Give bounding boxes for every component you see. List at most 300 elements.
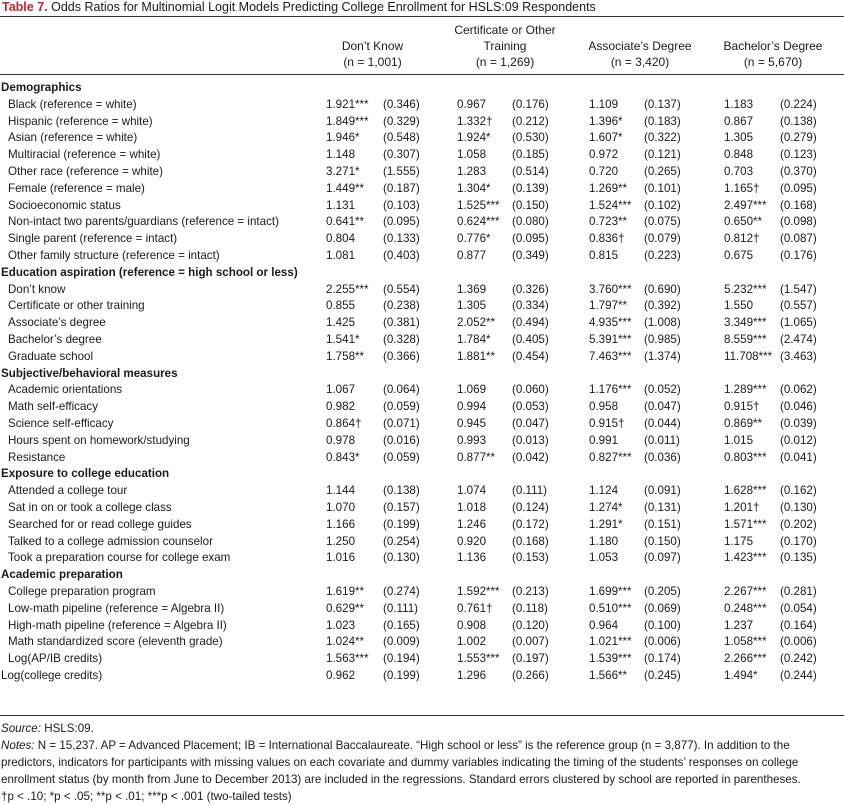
- std-error-cell: (0.405): [512, 333, 549, 346]
- odds-ratio-cell: 1.571***: [724, 517, 767, 531]
- std-error-cell: (0.176): [780, 249, 817, 262]
- std-error-cell: (0.162): [780, 484, 817, 498]
- col-header-n: (n = 5,670): [743, 55, 803, 69]
- std-error-cell: (0.557): [780, 299, 817, 313]
- std-error-cell: (0.120): [512, 618, 549, 632]
- std-error-cell: (0.530): [512, 131, 549, 145]
- odds-ratio-cell: 1.524***: [589, 198, 632, 212]
- odds-ratio-cell: 0.982: [326, 400, 356, 414]
- table-notes: [1, 720, 843, 805]
- odds-ratio-cell: 0.629**: [326, 601, 365, 615]
- std-error-cell: (0.138): [780, 114, 817, 128]
- std-error-cell: (0.265): [644, 165, 681, 178]
- col-header-dont-know: [315, 38, 430, 70]
- table-row: [0, 381, 844, 398]
- std-error-cell: (1.547): [780, 282, 817, 296]
- std-error-cell: (0.392): [644, 299, 681, 313]
- table-row: [0, 197, 844, 214]
- odds-ratio-cell: 1.304*: [457, 181, 491, 195]
- odds-ratio-cell: 0.812†: [724, 232, 760, 246]
- std-error-cell: (0.223): [644, 249, 681, 262]
- odds-ratio-cell: 1.148: [326, 148, 356, 162]
- odds-ratio-cell: 0.993: [457, 433, 487, 447]
- row-label: Took a preparation course for college exam: [8, 551, 231, 565]
- std-error-cell: (0.009): [383, 635, 420, 649]
- std-error-cell: (0.118): [512, 601, 548, 615]
- odds-ratio-cell: 1.592***: [457, 585, 500, 598]
- odds-ratio-cell: 3.760***: [589, 282, 632, 296]
- table-row: [0, 113, 844, 130]
- odds-ratio-cell: 1.124: [589, 484, 619, 498]
- section-title: Education aspiration (reference = high school or less): [1, 265, 298, 279]
- std-error-cell: (0.091): [644, 484, 681, 498]
- source-text: HSLS:09.: [40, 722, 94, 735]
- table-row: [0, 398, 844, 415]
- odds-ratio-cell: 2.267***: [724, 585, 767, 598]
- row-label: Asian (reference = white): [8, 131, 138, 145]
- std-error-cell: (0.254): [383, 534, 420, 548]
- std-error-cell: (0.242): [780, 652, 817, 666]
- odds-ratio-cell: 8.559***: [724, 333, 767, 346]
- std-error-cell: (0.052): [644, 383, 681, 397]
- table-row: [0, 482, 844, 499]
- std-error-cell: (0.053): [512, 400, 549, 414]
- odds-ratio-cell: 1.758**: [326, 349, 365, 363]
- table-row: [0, 449, 844, 466]
- std-error-cell: (0.095): [383, 215, 420, 229]
- odds-ratio-cell: 1.144: [326, 484, 356, 498]
- source-note: [1, 720, 843, 737]
- table-row: [0, 129, 844, 146]
- odds-ratio-cell: 1.018: [457, 501, 487, 514]
- std-error-cell: (1.555): [383, 165, 420, 178]
- std-error-cell: (0.322): [644, 131, 681, 145]
- std-error-cell: (1.008): [644, 316, 681, 330]
- odds-ratio-cell: 0.703: [724, 165, 754, 178]
- odds-ratio-cell: 5.391***: [589, 333, 632, 346]
- odds-ratio-cell: 1.183: [724, 97, 754, 111]
- std-error-cell: (0.205): [644, 585, 681, 598]
- std-error-cell: (0.016): [383, 433, 420, 447]
- std-error-cell: (0.266): [512, 669, 549, 682]
- odds-ratio-cell: 1.246: [457, 517, 487, 531]
- odds-ratio-cell: 1.291*: [589, 517, 623, 531]
- odds-ratio-cell: 1.628***: [724, 484, 767, 498]
- table-row: [0, 96, 844, 113]
- col-header-n: (n = 1,001): [343, 55, 402, 69]
- std-error-cell: (0.060): [512, 383, 549, 397]
- odds-ratio-cell: 1.305: [724, 131, 754, 145]
- odds-ratio-cell: 0.761†: [457, 601, 493, 615]
- odds-ratio-cell: 1.566**: [589, 669, 628, 682]
- odds-ratio-cell: 0.962: [326, 669, 356, 682]
- table-row: [0, 549, 844, 566]
- row-label: Talked to a college admission counselor: [8, 534, 213, 548]
- row-label: Don’t know: [8, 282, 66, 296]
- std-error-cell: (0.062): [780, 383, 817, 397]
- section-title: Exposure to college education: [1, 467, 170, 481]
- std-error-cell: (0.168): [512, 534, 549, 548]
- table-row: [0, 583, 844, 600]
- std-error-cell: (0.183): [644, 114, 681, 128]
- std-error-cell: (0.103): [383, 198, 420, 212]
- odds-ratio-cell: 0.877: [457, 249, 487, 262]
- std-error-cell: (0.124): [512, 501, 549, 514]
- notes-paragraph: [1, 737, 843, 788]
- std-error-cell: (0.135): [780, 551, 817, 565]
- odds-ratio-cell: 1.563***: [326, 652, 369, 666]
- std-error-cell: (0.172): [512, 517, 549, 531]
- row-label: Socioeconomic status: [8, 198, 121, 212]
- odds-ratio-cell: 5.232***: [724, 282, 767, 296]
- std-error-cell: (0.170): [780, 534, 817, 548]
- odds-ratio-cell: 1.053: [589, 551, 619, 565]
- odds-ratio-cell: 0.675: [724, 249, 754, 262]
- table-row: [0, 415, 844, 432]
- std-error-cell: (0.212): [512, 114, 549, 128]
- odds-ratio-cell: 7.463***: [589, 349, 632, 363]
- odds-ratio-cell: 1.550: [724, 299, 754, 313]
- std-error-cell: (0.403): [383, 249, 420, 262]
- odds-ratio-cell: 1.541*: [326, 333, 360, 346]
- table-row: [0, 348, 844, 365]
- table-row: [0, 533, 844, 550]
- std-error-cell: (0.006): [780, 635, 817, 649]
- col-header-title-line1: Certificate or Other: [454, 23, 556, 37]
- std-error-cell: (0.202): [780, 517, 817, 531]
- std-error-cell: (0.326): [512, 282, 549, 296]
- std-error-cell: (0.111): [383, 601, 419, 615]
- std-error-cell: (0.554): [383, 282, 420, 296]
- odds-ratio-cell: 1.023: [326, 618, 356, 632]
- table-row: [0, 281, 844, 298]
- odds-ratio-cell: 1.021***: [589, 635, 632, 649]
- odds-ratio-cell: 0.864†: [326, 417, 362, 430]
- std-error-cell: (0.036): [644, 450, 681, 464]
- std-error-cell: (0.131): [644, 501, 681, 514]
- std-error-cell: (0.328): [383, 333, 420, 346]
- odds-ratio-cell: 1.070: [326, 501, 356, 514]
- std-error-cell: (0.101): [644, 181, 681, 195]
- table-row: [0, 247, 844, 264]
- odds-ratio-cell: 3.349***: [724, 316, 767, 330]
- std-error-cell: (0.111): [512, 484, 548, 498]
- odds-ratio-cell: 1.131: [326, 198, 356, 212]
- std-error-cell: (0.041): [780, 450, 817, 464]
- odds-ratio-cell: 2.497***: [724, 198, 767, 212]
- std-error-cell: (0.224): [780, 97, 817, 111]
- odds-ratio-cell: 1.332†: [457, 114, 493, 128]
- odds-ratio-cell: 0.650**: [724, 215, 763, 229]
- col-header-associate: [575, 38, 705, 70]
- std-error-cell: (0.238): [383, 299, 420, 313]
- odds-ratio-cell: 0.836†: [589, 232, 625, 246]
- row-label: Other race (reference = white): [8, 165, 163, 178]
- section-header-row: [0, 566, 844, 583]
- std-error-cell: (0.137): [644, 97, 681, 111]
- std-error-cell: (0.042): [512, 450, 549, 464]
- odds-ratio-cell: 1.201†: [724, 501, 760, 514]
- table-caption: Odds Ratios for Multinomial Logit Models Predicting College Enrollment for HSLS:09 Respondents: [47, 0, 596, 14]
- odds-ratio-cell: 1.849***: [326, 114, 369, 128]
- std-error-cell: (0.047): [512, 417, 549, 430]
- std-error-cell: (0.130): [780, 501, 817, 514]
- std-error-cell: (0.164): [780, 618, 817, 632]
- notes-text: N = 15,237. AP = Advanced Placement; IB = International Baccalaureate. “High school or less” is the reference group (n = 3,877). In addition to the predictors, indicators for participants with missing values on each covariate and dummy variables indicating the timing of the students’ responses on college enrollment status (by month from June to December 2013) are included in the regressions. Standard errors clustered by school are reported in parentheses.: [1, 739, 801, 786]
- section-title: Subjective/behavioral measures: [1, 366, 178, 380]
- table-title: [2, 0, 596, 14]
- std-error-cell: (0.133): [383, 232, 420, 246]
- std-error-cell: (0.097): [644, 551, 681, 565]
- std-error-cell: (0.007): [512, 635, 549, 649]
- row-label: Academic orientations: [8, 383, 123, 397]
- odds-ratio-cell: 0.720: [589, 165, 619, 178]
- std-error-cell: (0.095): [780, 181, 817, 195]
- col-header-title: Associate’s Degree: [588, 39, 692, 53]
- odds-ratio-cell: 1.074: [457, 484, 487, 498]
- odds-ratio-cell: 1.699***: [589, 585, 632, 598]
- notes-label: Notes:: [1, 739, 35, 752]
- std-error-cell: (0.059): [383, 400, 420, 414]
- odds-ratio-cell: 0.510***: [589, 601, 632, 615]
- col-header-n: (n = 3,420): [610, 55, 670, 69]
- odds-ratio-cell: 1.525***: [457, 198, 500, 212]
- odds-ratio-cell: 0.945: [457, 417, 487, 430]
- std-error-cell: (2.474): [780, 333, 817, 346]
- table-row: [0, 331, 844, 348]
- odds-ratio-cell: 0.776*: [457, 232, 491, 246]
- row-label: Searched for or read college guides: [8, 517, 192, 531]
- odds-ratio-cell: 1.553***: [457, 652, 500, 666]
- odds-ratio-cell: 1.109: [589, 97, 619, 111]
- row-label: Graduate school: [8, 349, 94, 363]
- odds-ratio-cell: 0.869**: [724, 417, 763, 430]
- odds-ratio-cell: 0.978: [326, 433, 356, 447]
- std-error-cell: (0.059): [383, 450, 420, 464]
- odds-ratio-cell: 1.250: [326, 534, 356, 548]
- std-error-cell: (0.011): [644, 433, 680, 447]
- std-error-cell: (0.064): [383, 383, 420, 397]
- table-row: [0, 297, 844, 314]
- odds-ratio-cell: 1.176***: [589, 383, 632, 397]
- odds-ratio-cell: 1.058: [457, 148, 487, 162]
- odds-ratio-cell: 1.166: [326, 517, 356, 531]
- odds-ratio-cell: 1.180: [589, 534, 619, 548]
- odds-ratio-cell: 1.946*: [326, 131, 360, 145]
- std-error-cell: (0.012): [780, 433, 817, 447]
- odds-ratio-cell: 1.784*: [457, 333, 491, 346]
- odds-ratio-cell: 0.723**: [589, 215, 628, 229]
- std-error-cell: (0.006): [644, 635, 681, 649]
- row-label: Single parent (reference = intact): [8, 232, 178, 246]
- table-row: [0, 432, 844, 449]
- odds-ratio-cell: 0.958: [589, 400, 619, 414]
- odds-ratio-cell: 0.908: [457, 618, 487, 632]
- row-label: Female (reference = male): [8, 181, 145, 195]
- odds-ratio-cell: 1.539***: [589, 652, 632, 666]
- odds-ratio-cell: 1.396*: [589, 114, 623, 128]
- row-label: Non-intact two parents/guardians (reference = intact): [8, 215, 279, 229]
- std-error-cell: (0.071): [383, 417, 420, 430]
- std-error-cell: (0.454): [512, 349, 549, 363]
- odds-ratio-cell: 1.067: [326, 383, 356, 397]
- std-error-cell: (0.047): [644, 400, 681, 414]
- odds-ratio-cell: 1.136: [457, 551, 487, 565]
- row-label: Attended a college tour: [8, 484, 128, 498]
- table-row: [0, 213, 844, 230]
- table-row: [0, 163, 844, 180]
- odds-ratio-cell: 1.924*: [457, 131, 491, 145]
- section-header-row: [0, 79, 844, 96]
- std-error-cell: (0.100): [644, 618, 681, 632]
- significance-note: †p < .10; *p < .05; **p < .01; ***p < .001 (two-tailed tests): [1, 790, 292, 803]
- odds-ratio-cell: 1.619**: [326, 585, 365, 598]
- row-label: Associate’s degree: [8, 316, 106, 330]
- col-header-certificate: [440, 22, 570, 70]
- col-header-bachelor: [708, 38, 838, 70]
- odds-ratio-cell: 0.641**: [326, 215, 365, 229]
- table-label: Table 7.: [2, 0, 48, 14]
- section-header-row: [0, 465, 844, 482]
- table-row: [0, 600, 844, 617]
- std-error-cell: (0.346): [383, 97, 420, 111]
- row-label: Black (reference = white): [8, 97, 137, 111]
- odds-ratio-cell: 0.920: [457, 534, 487, 548]
- std-error-cell: (0.138): [383, 484, 420, 498]
- odds-ratio-cell: 0.877**: [457, 450, 496, 464]
- std-error-cell: (0.185): [512, 148, 549, 162]
- std-error-cell: (0.044): [644, 417, 681, 430]
- bottom-rule: [0, 715, 844, 716]
- table-row: [0, 146, 844, 163]
- row-label: College preparation program: [8, 585, 156, 598]
- std-error-cell: (0.279): [780, 131, 817, 145]
- odds-ratio-cell: 1.175: [724, 534, 754, 548]
- odds-ratio-cell: 0.994: [457, 400, 487, 414]
- col-header-title: Don’t Know: [341, 39, 404, 53]
- std-error-cell: (0.197): [512, 652, 549, 666]
- row-label: Hispanic (reference = white): [8, 114, 153, 128]
- std-error-cell: (0.307): [383, 148, 420, 162]
- std-error-cell: (0.121): [644, 148, 681, 162]
- table-row: [0, 667, 844, 684]
- odds-ratio-cell: 1.296: [457, 669, 487, 682]
- odds-ratio-cell: 1.274*: [589, 501, 623, 514]
- std-error-cell: (0.366): [383, 349, 420, 363]
- odds-ratio-cell: 11.708***: [724, 349, 773, 363]
- odds-ratio-cell: 0.915†: [724, 400, 760, 414]
- odds-ratio-cell: 0.991: [589, 433, 619, 447]
- row-label: Log(college credits): [1, 669, 103, 682]
- std-error-cell: (0.080): [512, 215, 549, 229]
- odds-ratio-cell: 1.002: [457, 635, 487, 649]
- std-error-cell: (0.174): [644, 652, 681, 666]
- std-error-cell: (0.054): [780, 601, 817, 615]
- odds-ratio-cell: 0.624***: [457, 215, 500, 229]
- std-error-cell: (0.985): [644, 333, 681, 346]
- row-label: High-math pipeline (reference = Algebra II): [8, 618, 227, 632]
- std-error-cell: (0.176): [512, 97, 549, 111]
- row-label: Resistance: [8, 450, 66, 464]
- odds-ratio-cell: 0.964: [589, 618, 619, 632]
- odds-ratio-cell: 0.972: [589, 148, 619, 162]
- std-error-cell: (0.157): [383, 501, 420, 514]
- odds-ratio-cell: 4.935***: [589, 316, 632, 330]
- table-row: [0, 230, 844, 247]
- odds-ratio-cell: 1.024**: [326, 635, 365, 649]
- odds-ratio-cell: 1.081: [326, 249, 356, 262]
- std-error-cell: (0.130): [383, 551, 420, 565]
- row-label: Multiracial (reference = white): [8, 148, 161, 162]
- std-error-cell: (1.374): [644, 349, 681, 363]
- table-row: [0, 180, 844, 197]
- table-row: [0, 499, 844, 516]
- std-error-cell: (0.095): [512, 232, 549, 246]
- odds-ratio-cell: 1.921***: [326, 97, 369, 111]
- section-title: Academic preparation: [1, 568, 123, 582]
- table-row: [0, 650, 844, 667]
- odds-ratio-cell: 1.237: [724, 618, 754, 632]
- table-row: [0, 516, 844, 533]
- odds-ratio-cell: 1.425: [326, 316, 356, 330]
- std-error-cell: (0.494): [512, 316, 549, 330]
- std-error-cell: (0.069): [644, 601, 681, 615]
- row-label: Log(AP/IB credits): [8, 652, 103, 666]
- std-error-cell: (0.102): [644, 198, 681, 212]
- std-error-cell: (0.150): [644, 534, 681, 548]
- std-error-cell: (3.463): [780, 349, 817, 363]
- std-error-cell: (0.244): [780, 669, 817, 682]
- std-error-cell: (0.514): [512, 165, 549, 178]
- odds-ratio-cell: 1.269**: [589, 181, 628, 195]
- odds-ratio-cell: 2.255***: [326, 282, 369, 296]
- std-error-cell: (0.548): [383, 131, 420, 145]
- std-error-cell: (0.690): [644, 282, 681, 296]
- std-error-cell: (0.039): [780, 417, 817, 430]
- odds-ratio-cell: 1.369: [457, 282, 487, 296]
- table-row: [0, 617, 844, 634]
- std-error-cell: (0.281): [780, 585, 817, 598]
- odds-ratio-cell: 1.069: [457, 383, 487, 397]
- row-label: Science self-efficacy: [8, 417, 114, 430]
- std-error-cell: (0.370): [780, 165, 817, 178]
- std-error-cell: (0.194): [383, 652, 420, 666]
- odds-ratio-cell: 2.052**: [457, 316, 496, 330]
- odds-ratio-cell: 0.815: [589, 249, 619, 262]
- row-label: Certificate or other training: [8, 299, 145, 313]
- top-rule: [0, 16, 844, 17]
- section-title: Demographics: [1, 81, 82, 94]
- section-header-row: [0, 264, 844, 281]
- odds-ratio-cell: 3.271*: [326, 165, 360, 178]
- odds-ratio-cell: 0.803***: [724, 450, 767, 464]
- odds-ratio-cell: 1.449**: [326, 181, 365, 195]
- odds-ratio-cell: 0.843*: [326, 450, 360, 464]
- std-error-cell: (0.381): [383, 316, 420, 330]
- std-error-cell: (0.098): [780, 215, 817, 229]
- row-label: Low-math pipeline (reference = Algebra II): [8, 601, 225, 615]
- odds-ratio-cell: 0.967: [457, 97, 487, 111]
- std-error-cell: (0.349): [512, 249, 549, 262]
- table-row: [0, 314, 844, 331]
- std-error-cell: (0.151): [644, 517, 681, 531]
- std-error-cell: (0.139): [512, 181, 549, 195]
- col-header-title-line2: Training: [483, 39, 527, 53]
- odds-ratio-cell: 0.848: [724, 148, 754, 162]
- std-error-cell: (0.153): [512, 551, 549, 565]
- std-error-cell: (0.150): [512, 198, 549, 212]
- col-header-title: Bachelor’s Degree: [723, 39, 823, 53]
